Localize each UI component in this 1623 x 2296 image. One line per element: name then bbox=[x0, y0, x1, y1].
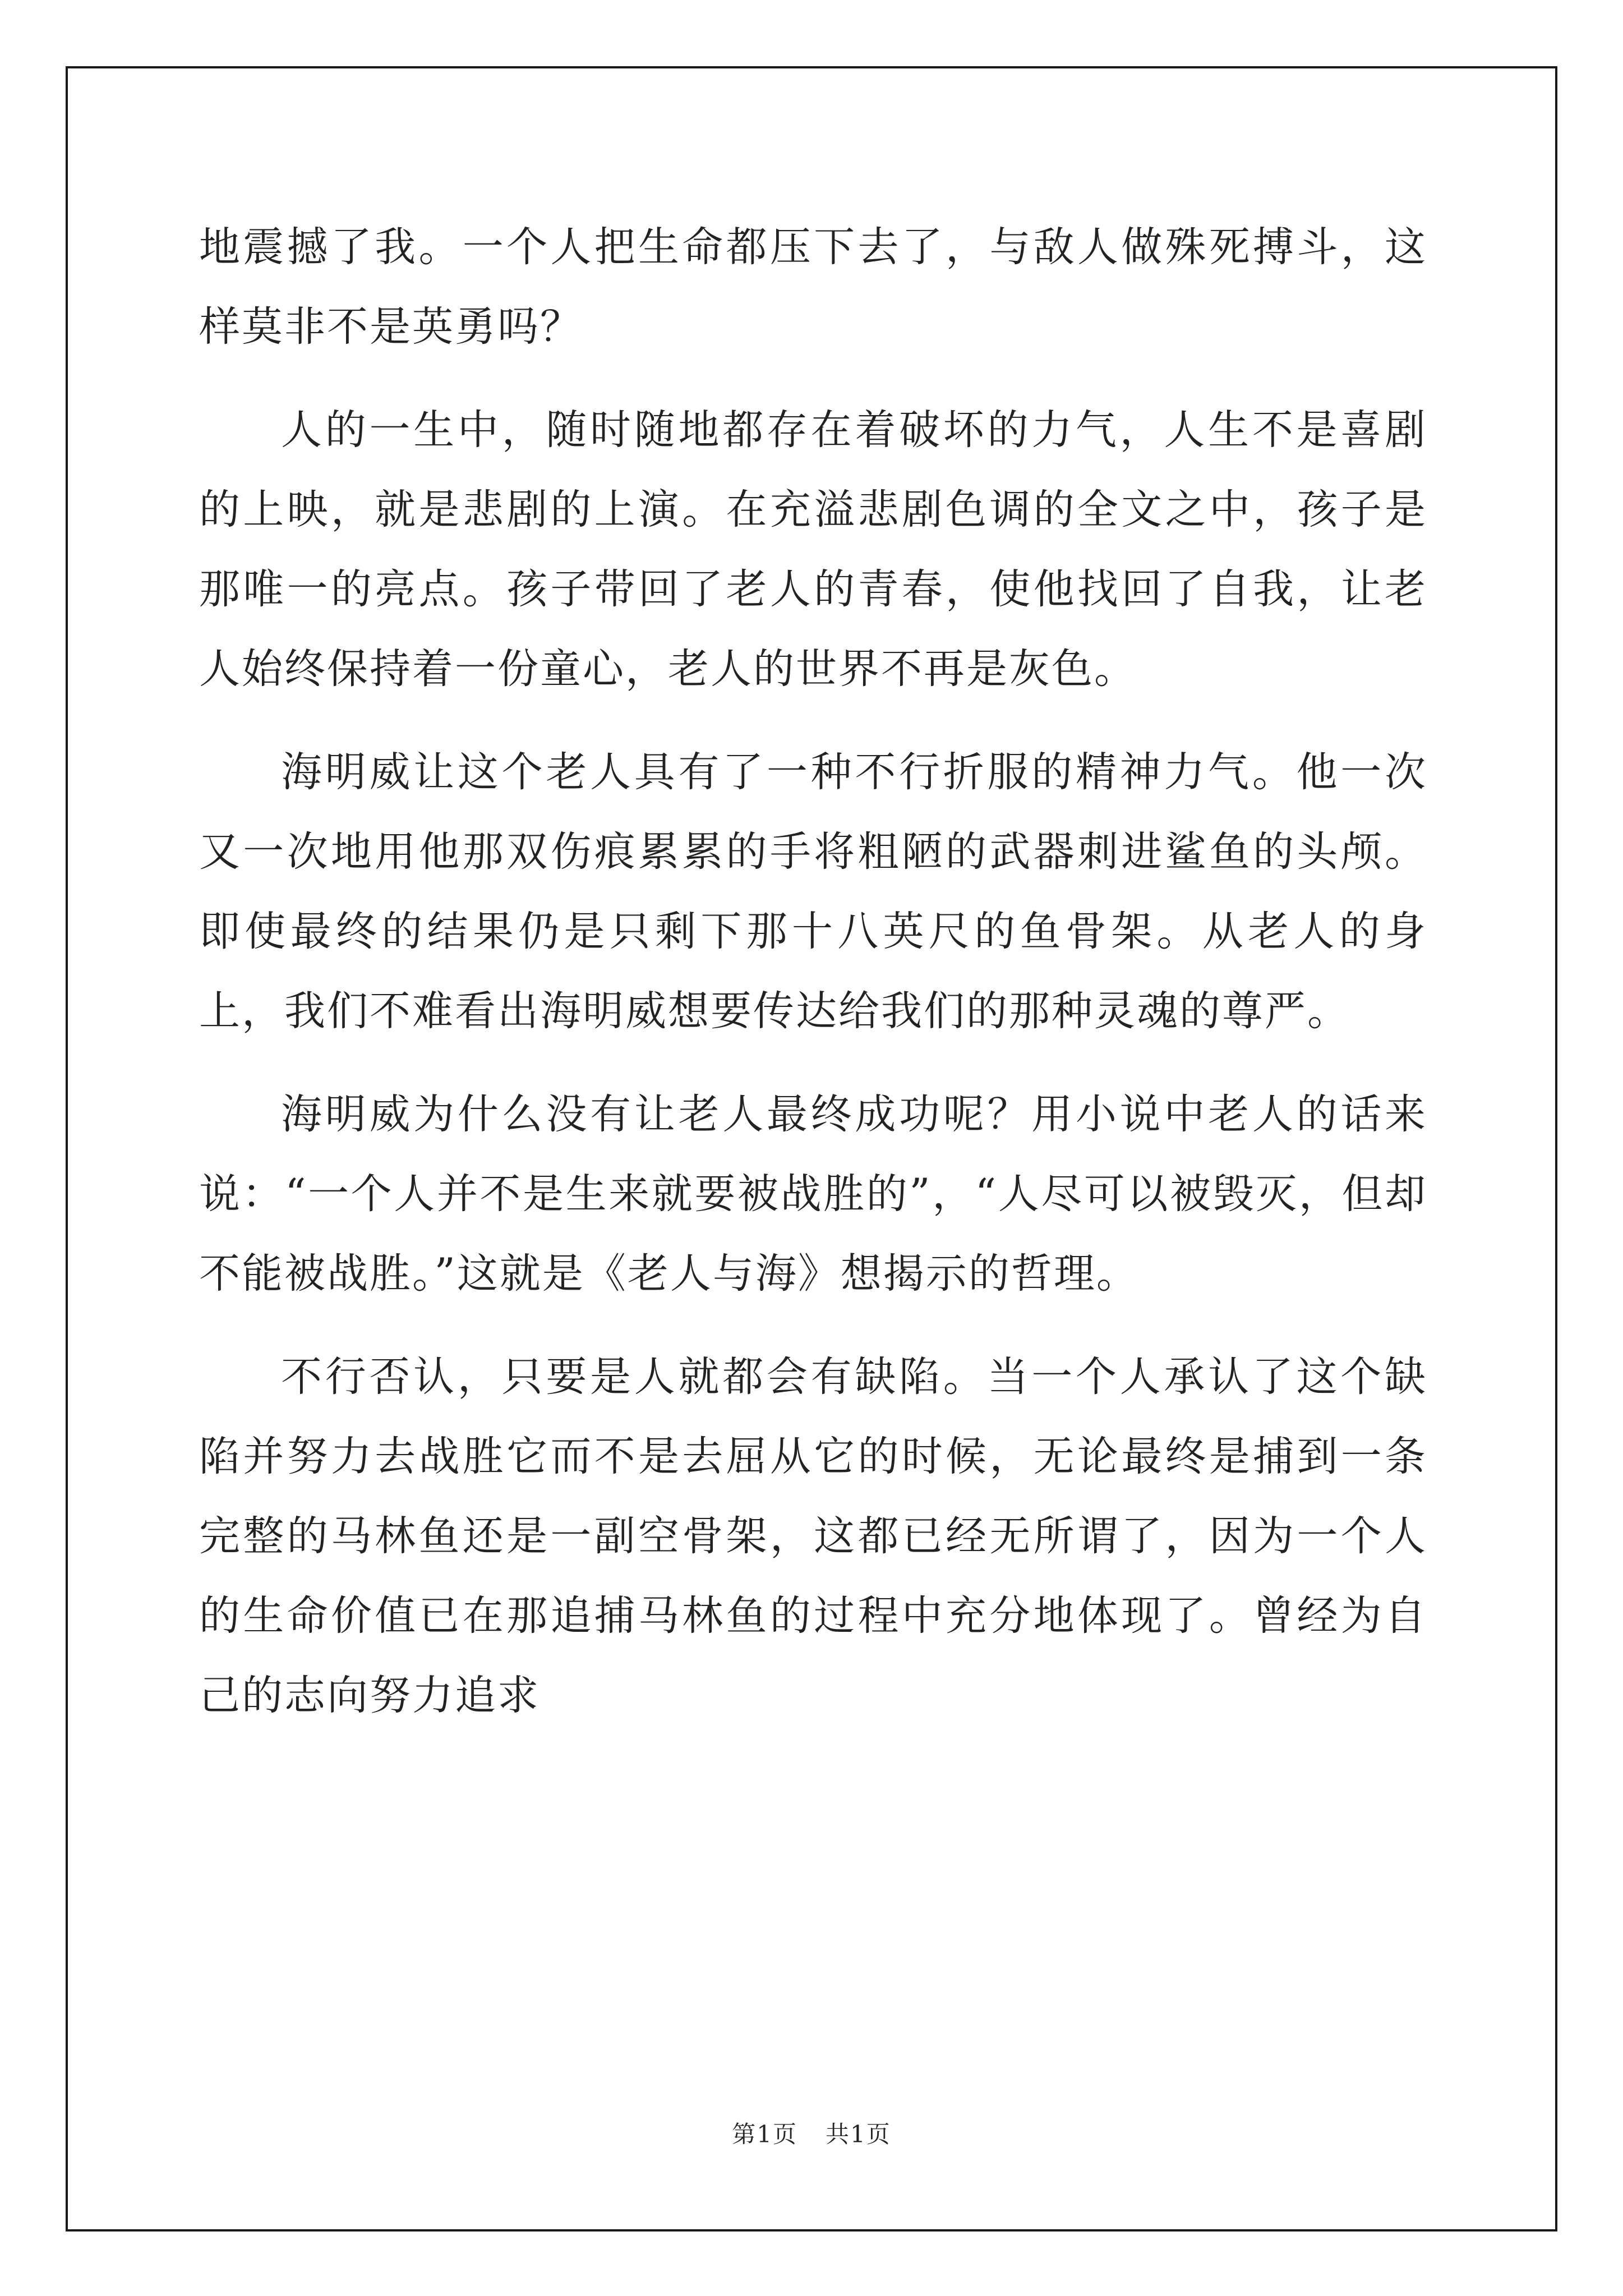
page-number-current: 第1页 bbox=[732, 2120, 797, 2148]
page-footer bbox=[0, 2116, 1623, 2150]
paragraph-5: 不行否认，只要是人就都会有缺陷。当一个人承认了这个缺陷并努力去战胜它而不是去屈从它的时候，无论最终是捕到一条完整的马林鱼还是一副空骨架，这都已经无所谓了，因为一个人的生命价值已在那追捕马林鱼的过程中充分地体现了。曾经为自己的志向努力追求 bbox=[199, 1353, 1427, 1719]
paragraph-4: 海明威为什么没有让老人最终成功呢？用小说中老人的话来说：“一个人并不是生来就要被战胜的”，“人尽可以被毁灭，但却不能被战胜。”这就是《老人与海》想揭示的哲理。 bbox=[199, 1091, 1427, 1297]
page-number-total: 共1页 bbox=[826, 2120, 891, 2148]
paragraph-1: 地震撼了我。一个人把生命都压下去了，与敌人做殊死搏斗，这样莫非不是英勇吗？ bbox=[199, 223, 1427, 351]
paragraph-2: 人的一生中，随时随地都存在着破坏的力气，人生不是喜剧的上映，就是悲剧的上演。在充溢悲剧色调的全文之中，孩子是那唯一的亮点。孩子带回了老人的青春，使他找回了自我，让老人始终保持着一份童心，老人的世界不再是灰色。 bbox=[199, 406, 1427, 693]
paragraph-3: 海明威让这个老人具有了一种不行折服的精神力气。他一次又一次地用他那双伤痕累累的手将粗陋的武器刺进鲨鱼的头颅。即使最终的结果仍是只剩下那十八英尺的鱼骨架。从老人的身上，我们不难看出海明威想要传达给我们的那种灵魂的尊严。 bbox=[199, 748, 1427, 1035]
document-body bbox=[199, 208, 1427, 1759]
